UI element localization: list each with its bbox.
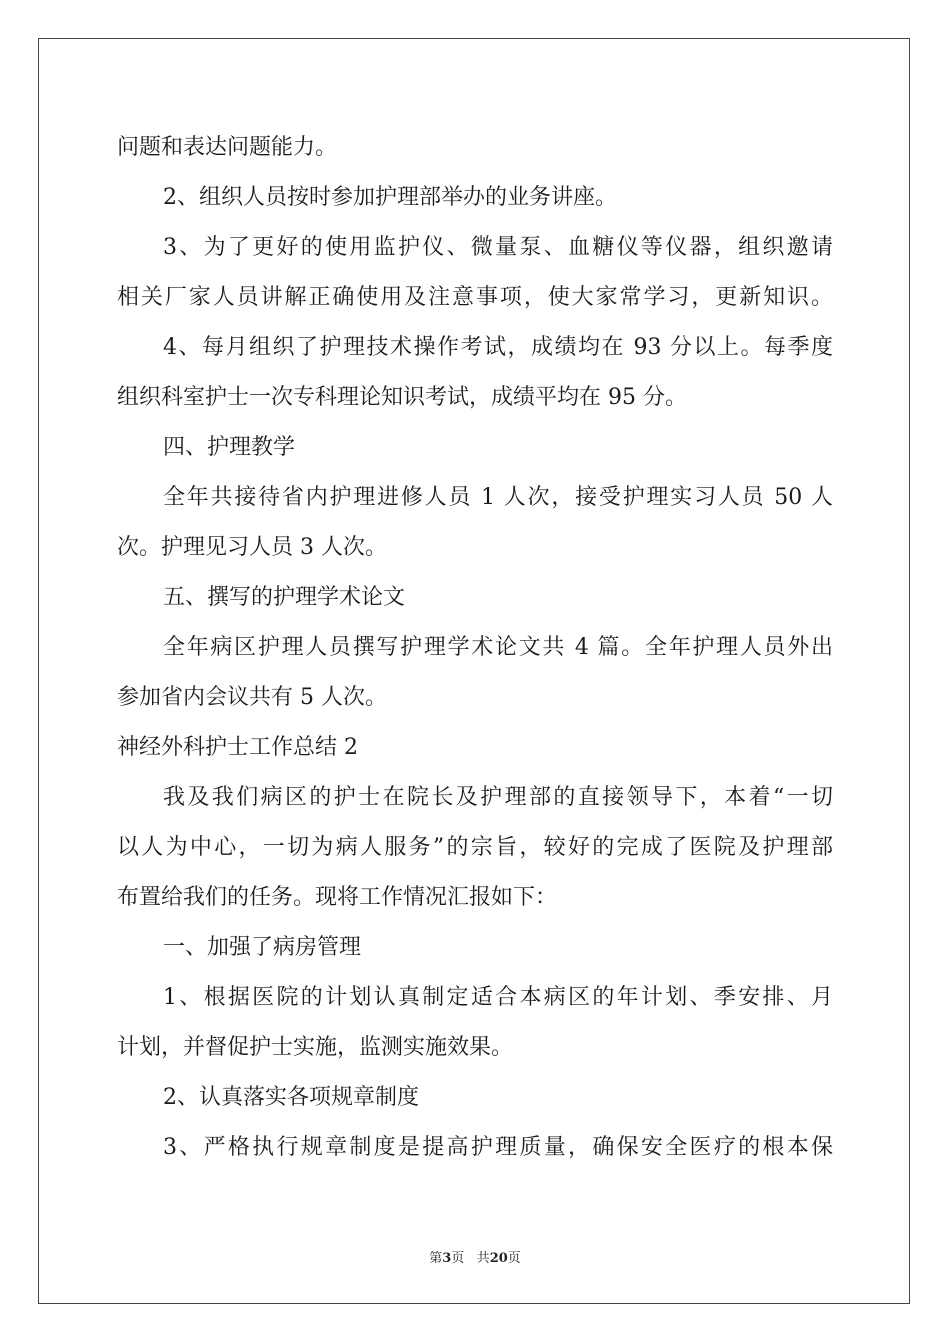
paragraph-line: 2、组织人员按时参加护理部举办的业务讲座。 xyxy=(163,185,617,210)
paragraph-line: 全年共接待省内护理进修人员 1 人次，接受护理实习人员 50 人 xyxy=(163,485,833,510)
paragraph-line: 3、为了更好的使用监护仪、微量泵、血糖仪等仪器，组织邀请 xyxy=(163,235,833,260)
paragraph-line: 我及我们病区的护士在院长及护理部的直接领导下，本着“一切 xyxy=(163,785,833,810)
section-heading: 四、护理教学 xyxy=(163,435,296,460)
footer-total-suffix: 页 xyxy=(507,1251,521,1266)
paragraph-line: 计划，并督促护士实施，监测实施效果。 xyxy=(117,1035,514,1060)
footer-total-prefix: 共 xyxy=(476,1251,490,1266)
paragraph-line: 问题和表达问题能力。 xyxy=(117,135,338,160)
current-page-number: 3 xyxy=(442,1251,452,1266)
document-title: 神经外科护士工作总结 2 xyxy=(117,735,358,760)
paragraph-line: 4、每月组织了护理技术操作考试，成绩均在 93 分以上。每季度 xyxy=(163,335,833,360)
paragraph-line: 组织科室护士一次专科理论知识考试，成绩平均在 95 分。 xyxy=(117,385,687,410)
paragraph-line: 相关厂家人员讲解正确使用及注意事项，使大家常学习，更新知识。 xyxy=(117,285,833,310)
section-heading: 一、加强了病房管理 xyxy=(163,935,362,960)
paragraph-line: 次。护理见习人员 3 人次。 xyxy=(117,535,387,560)
paragraph-line: 3、严格执行规章制度是提高护理质量，确保安全医疗的根本保 xyxy=(163,1135,833,1160)
section-heading: 五、撰写的护理学术论文 xyxy=(163,585,406,610)
paragraph-line: 全年病区护理人员撰写护理学术论文共 4 篇。全年护理人员外出 xyxy=(163,635,833,660)
footer-prefix: 第 xyxy=(429,1251,443,1266)
total-page-number: 20 xyxy=(489,1251,508,1266)
footer-page-word: 页 xyxy=(451,1251,465,1266)
paragraph-line: 2、认真落实各项规章制度 xyxy=(163,1085,419,1110)
paragraph-line: 布置给我们的任务。现将工作情况汇报如下： xyxy=(117,885,558,910)
page-footer xyxy=(0,1247,950,1266)
paragraph-line: 参加省内会议共有 5 人次。 xyxy=(117,685,387,710)
paragraph-line: 以人为中心，一切为病人服务”的宗旨，较好的完成了医院及护理部 xyxy=(117,835,833,860)
paragraph-line: 1、根据医院的计划认真制定适合本病区的年计划、季安排、月 xyxy=(163,985,833,1010)
